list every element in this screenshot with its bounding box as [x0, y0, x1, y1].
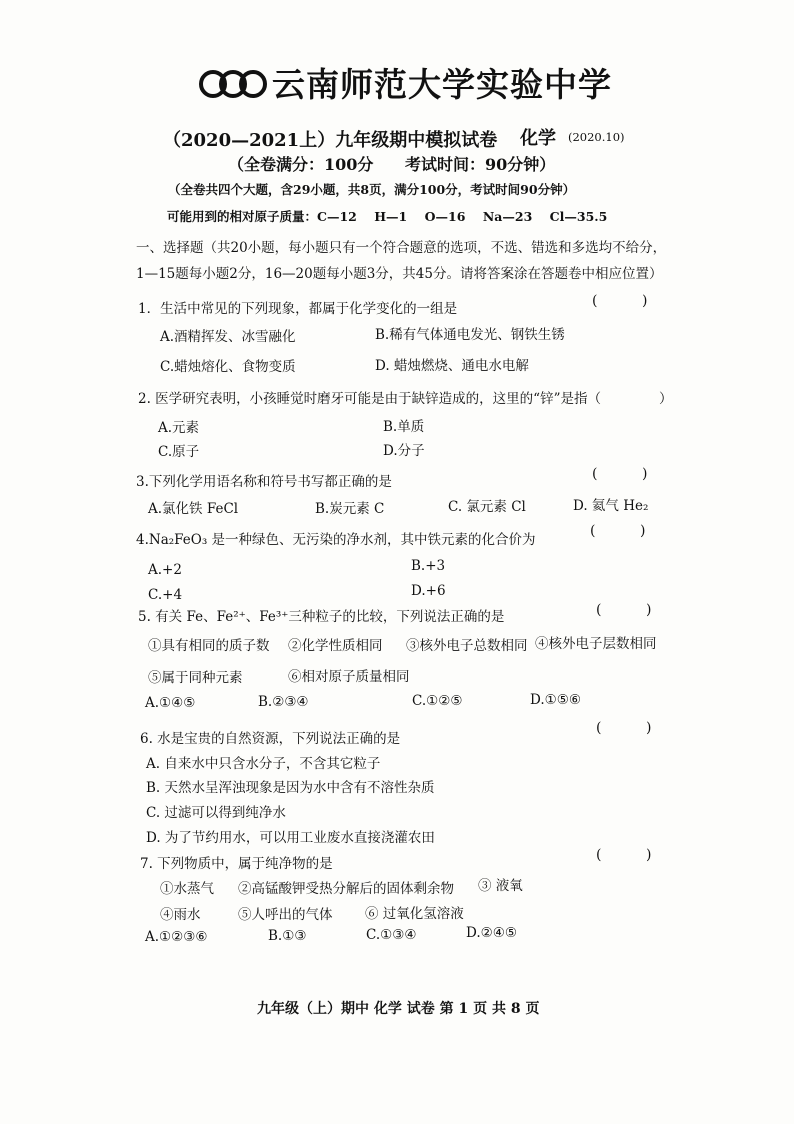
q5-option-c: C.①②⑤: [412, 693, 463, 709]
q6-option-c: C. 过滤可以得到纯净水: [146, 805, 286, 821]
q5-item-1: ①具有相同的质子数: [148, 638, 270, 654]
q3-answer-bracket: ( ): [592, 466, 648, 482]
q7-item-4: ④雨水: [160, 907, 201, 923]
q3-option-d: D. 氦气 He₂: [573, 498, 649, 514]
q7-option-a: A.①②③⑥: [145, 929, 208, 945]
full-score: （全卷满分：100分: [228, 155, 374, 174]
exam-date: (2020.10): [568, 130, 625, 144]
q2-option-a: A.元素: [158, 420, 200, 436]
q5-item-5: ⑤属于同种元素: [148, 670, 243, 686]
q7-item-6: ⑥ 过氧化氢溶液: [365, 906, 464, 922]
q5-item-2: ②化学性质相同: [288, 638, 383, 654]
q5-item-4: ④核外电子层数相同: [535, 636, 657, 652]
exam-title: （2020—2021上）九年级期中模拟试卷: [163, 130, 498, 151]
q7-item-3: ③ 液氧: [478, 878, 523, 894]
q7-item-2: ②高锰酸钾受热分解后的固体剩余物: [238, 881, 454, 897]
q4-stem: 4.Na₂FeO₃ 是一种绿色、无污染的净水剂，其中铁元素的化合价为: [136, 532, 536, 548]
section1-intro-line1: 一、选择题（共20小题，每小题只有一个符合题意的选项，不选、错选和多选均不给分，: [136, 240, 667, 256]
q5-option-a: A.①④⑤: [145, 695, 196, 711]
q2-stem-close: ）: [658, 391, 673, 407]
q1-option-c: C.蜡烛熔化、食物变质: [160, 359, 296, 375]
exam-note: （全卷共四个大题，含29小题，共8页，满分100分，考试时间90分钟）: [168, 182, 576, 197]
school-name: 云南师范大学实验中学: [272, 64, 612, 104]
q7-option-b: B.①③: [268, 928, 307, 944]
subject-label: 化学: [520, 128, 556, 149]
q4-option-b: B.+3: [411, 558, 446, 574]
q2-stem-text: 2. 医学研究表明，小孩睡觉时磨牙可能是由于缺锌造成的，这里的“锌”是指（: [138, 391, 601, 407]
q4-answer-bracket: ( ): [590, 523, 646, 539]
q6-answer-bracket: ( ): [596, 720, 652, 736]
q7-option-c: C.①③④: [366, 927, 417, 943]
school-header: [198, 60, 612, 104]
q5-stem: 5. 有关 Fe、Fe²⁺、Fe³⁺三种粒子的比较，下列说法正确的是: [138, 609, 505, 625]
q3-option-c: C. 氯元素 Cl: [448, 499, 526, 515]
q1-option-b: B.稀有气体通电发光、钢铁生锈: [375, 327, 565, 343]
q2-option-d: D.分子: [383, 443, 425, 459]
q1-answer-bracket: ( ): [592, 293, 648, 309]
q6-option-a: A. 自来水中只含水分子，不含其它粒子: [146, 756, 381, 772]
q7-item-5: ⑤人呼出的气体: [238, 907, 333, 923]
atomic-masses: 可能用到的相对原子质量：C—12 H—1 O—16 Na—23 Cl—35.5: [167, 209, 608, 224]
q3-stem: 3.下列化学用语名称和符号书写都正确的是: [136, 474, 392, 490]
q7-item-1: ①水蒸气: [160, 881, 214, 897]
q1-option-a: A.酒精挥发、冰雪融化: [160, 329, 296, 345]
q7-answer-bracket: ( ): [596, 847, 652, 863]
rings-logo-icon: [198, 62, 268, 102]
q4-option-a: A.+2: [148, 562, 182, 578]
q4-option-d: D.+6: [411, 583, 446, 599]
exam-time: 考试时间：90分钟）: [405, 155, 556, 174]
q2-stem: [138, 387, 672, 407]
q3-option-a: A.氯化铁 FeCl: [148, 501, 239, 517]
q2-option-b: B.单质: [383, 419, 425, 435]
q5-answer-bracket: ( ): [596, 602, 652, 618]
q5-option-b: B.②③④: [258, 694, 309, 710]
q6-stem: 6. 水是宝贵的自然资源，下列说法正确的是: [140, 731, 401, 747]
q5-item-6: ⑥相对原子质量相同: [288, 669, 410, 685]
q1-option-d: D. 蜡烛燃烧、通电水电解: [375, 358, 529, 374]
page-footer: 九年级（上）期中 化学 试卷 第 1 页 共 8 页: [257, 1001, 540, 1017]
q1-stem: 1．生活中常见的下列现象，都属于化学变化的一组是: [138, 301, 458, 317]
section1-intro-line2: 1—15题每小题2分，16—20题每小题3分，共45分。请将答案涂在答题卷中相应位置）: [136, 266, 663, 282]
q6-option-b: B. 天然水呈浑浊现象是因为水中含有不溶性杂质: [146, 780, 435, 796]
q5-item-3: ③核外电子总数相同: [406, 638, 528, 654]
q7-option-d: D.②④⑤: [466, 925, 517, 941]
q3-option-b: B.炭元素 C: [315, 501, 385, 517]
q7-stem: 7. 下列物质中，属于纯净物的是: [140, 856, 333, 872]
q6-option-d: D. 为了节约用水，可以用工业废水直接浇灌农田: [146, 830, 435, 846]
q5-option-d: D.①⑤⑥: [530, 692, 581, 708]
q4-option-c: C.+4: [148, 587, 183, 603]
q2-option-c: C.原子: [158, 444, 200, 460]
